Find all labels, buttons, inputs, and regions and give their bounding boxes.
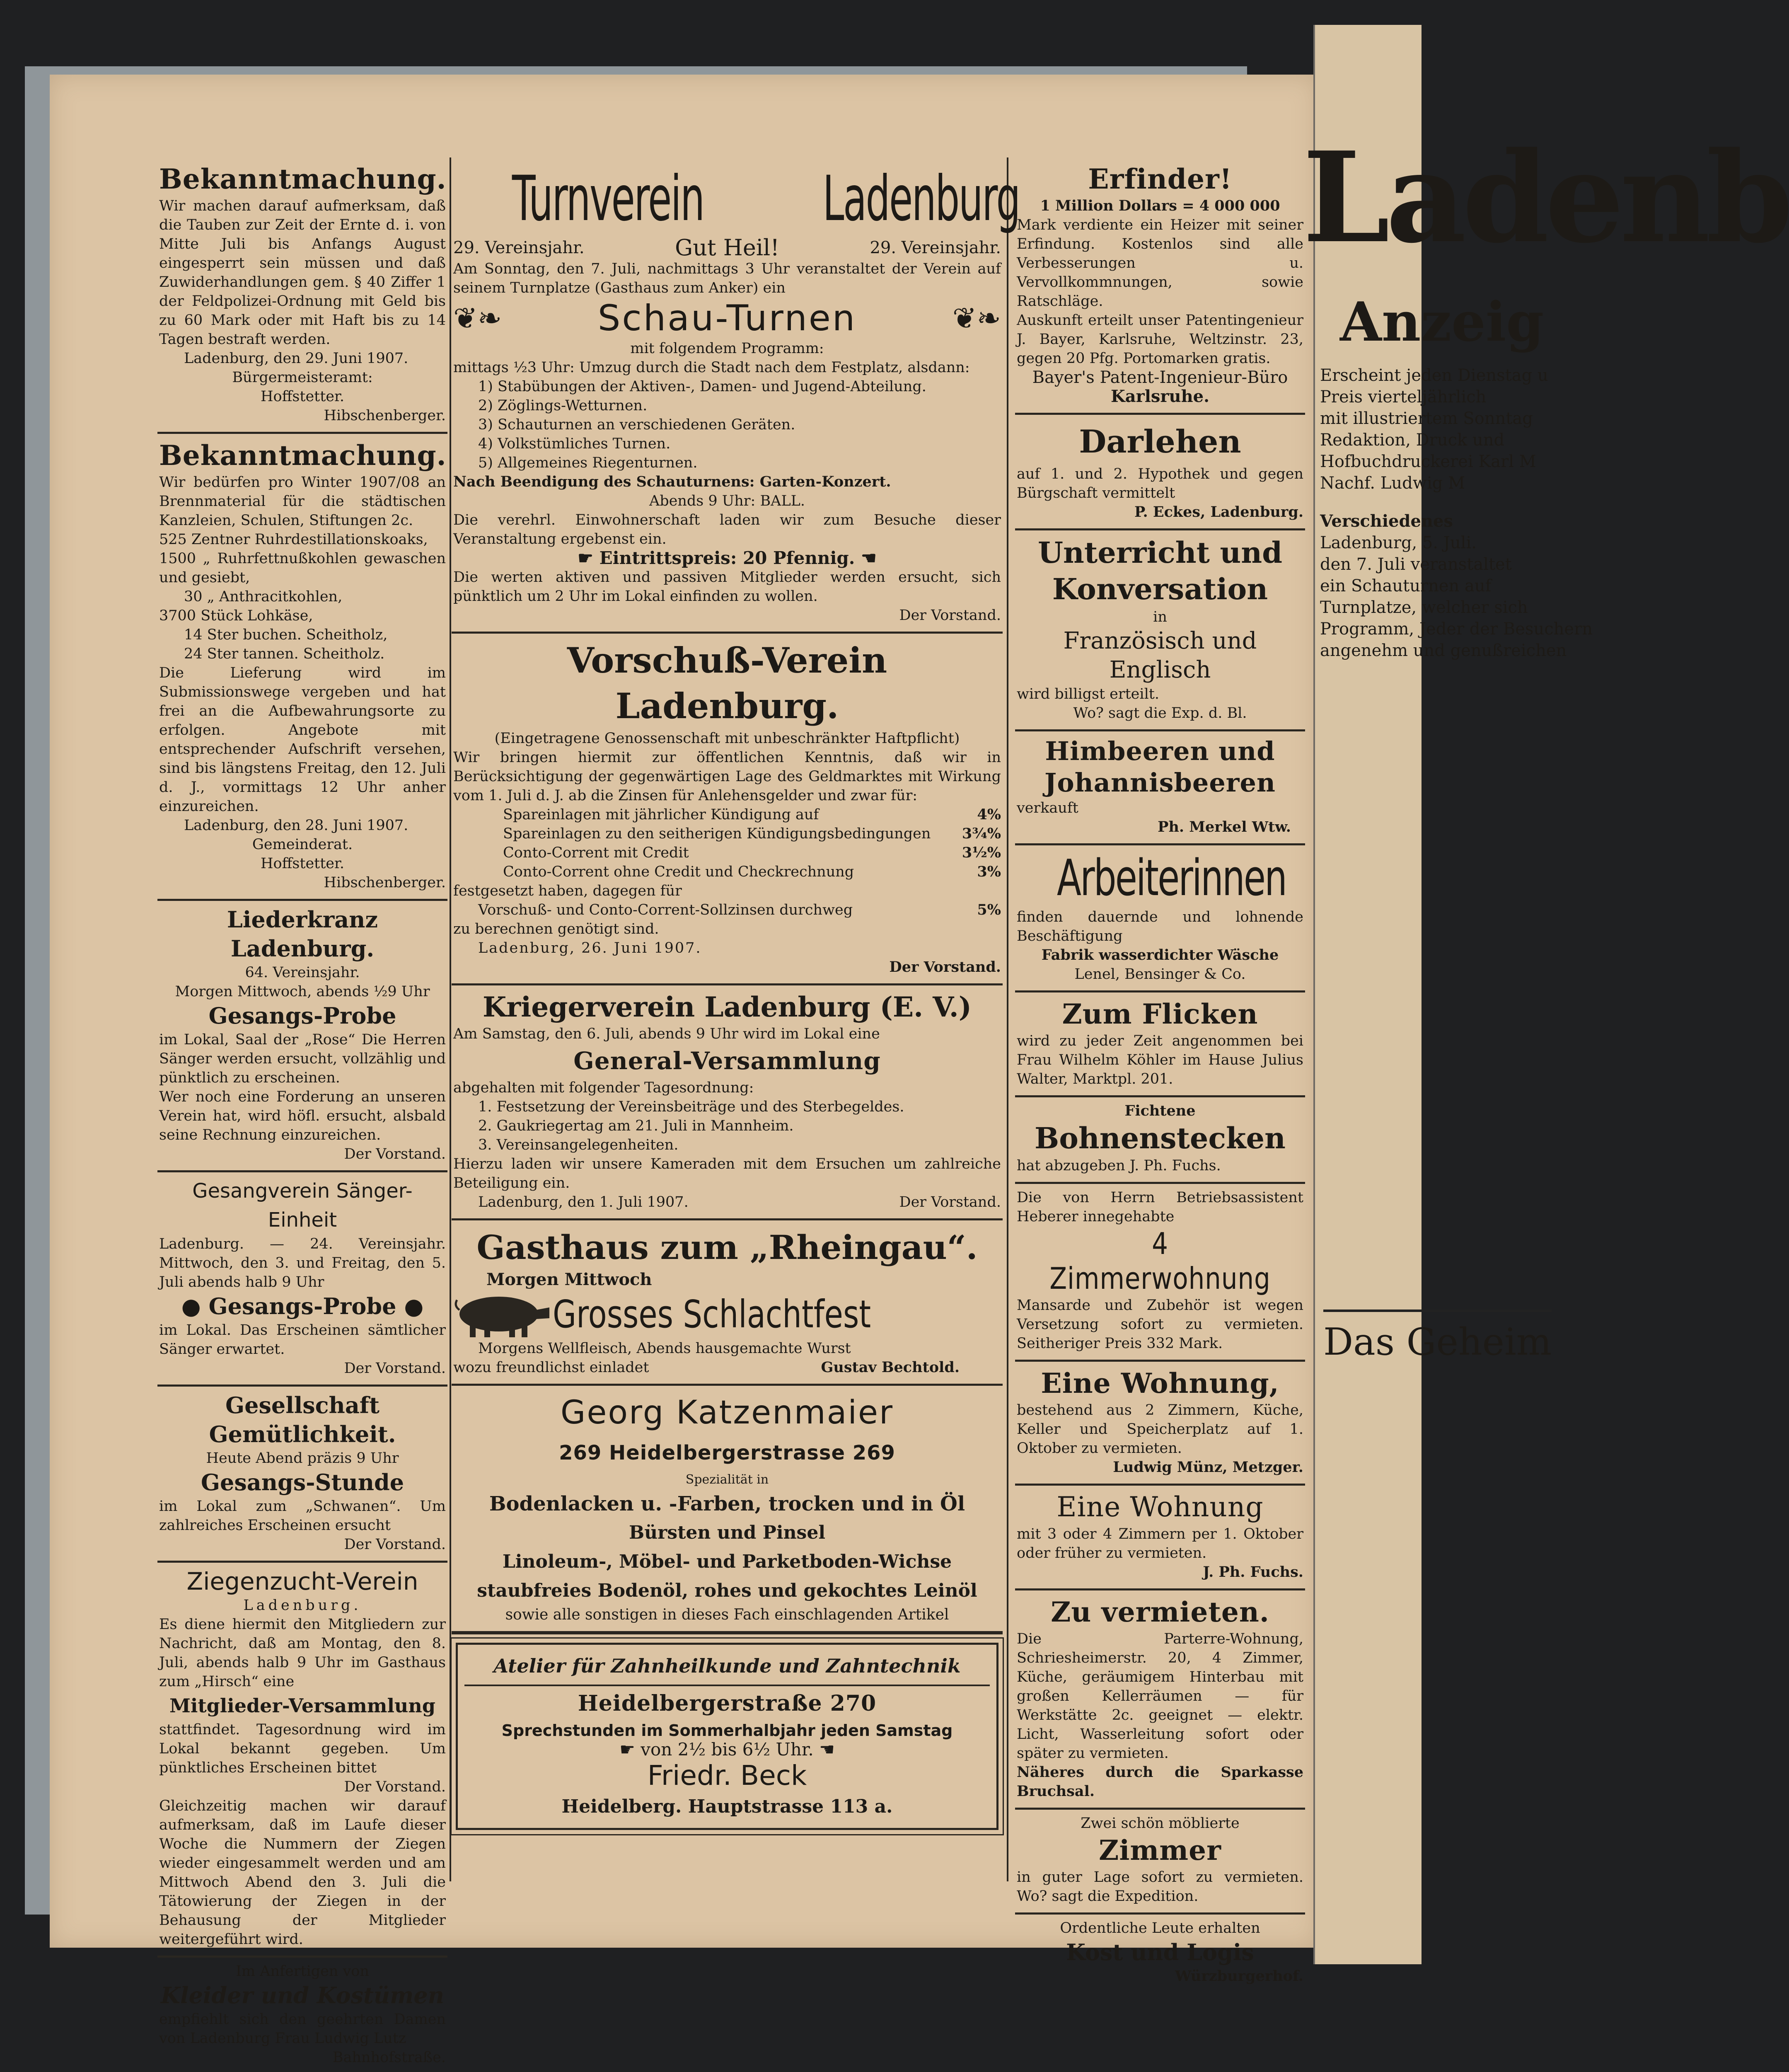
ad-line: Nach Beendigung des Schauturnens: Garten-Konzert. xyxy=(453,473,891,490)
ad-title: Ladenburg xyxy=(823,163,1020,235)
ad-name: Friedr. Beck xyxy=(647,1760,807,1791)
table-row xyxy=(453,900,1001,920)
ad-year: 29. Vereinsjahr. xyxy=(453,238,585,257)
ad-line: sowie alle sonstigen in dieses Fach einschlagenden Artikel xyxy=(505,1606,949,1623)
ad-subtitle: ● Gesangs-Probe ● xyxy=(181,1293,424,1319)
ad-line: Abends 9 Uhr: BALL. xyxy=(649,493,805,509)
rate-value: 5% xyxy=(977,901,1001,918)
price-label: Eintrittspreis: 20 Pfennig. xyxy=(599,548,855,568)
ad-subtitle: Mitglieder-Versammlung xyxy=(169,1694,435,1717)
ad-office: Gemeinderat. xyxy=(252,836,353,853)
column-rule xyxy=(450,157,451,1881)
ad-4zimmerwohnung xyxy=(1015,1184,1305,1362)
ad-himbeeren xyxy=(1015,731,1305,845)
ad-signature: Der Vorstand. xyxy=(344,1536,446,1553)
ad-line: ☛ von 2½ bis 6½ Uhr. ☚ xyxy=(619,1739,835,1760)
np-line: Verschiedenes xyxy=(1320,511,1453,531)
list-item: 3700 Stück Lohkäse, xyxy=(159,608,313,624)
ad-body: Die werten aktiven und passiven Mitglieder werden ersucht, sich pünktlich um 2 Uhr im Lokal einfinden zu wollen. xyxy=(453,569,1001,605)
ad-firm: Bayer's Patent-Ingenieur-Büro xyxy=(1032,368,1288,387)
turnverein-event xyxy=(453,298,1001,339)
ad-body: im Lokal. Das Erscheinen sämtlicher Sänger erwartet. xyxy=(159,1322,446,1358)
ad-body: Die verehrl. Einwohnerschaft laden wir zum Besuche dieser Veranstaltung ergebenst ein. xyxy=(453,512,1001,547)
ad-signature: J. Ph. Fuchs. xyxy=(1203,1564,1303,1581)
ad-line: Linoleum-, Möbel- und Parketboden-Wichse xyxy=(502,1551,952,1572)
ad-title: 4 Zimmerwohnung xyxy=(1049,1226,1271,1296)
ad-bohnenstecken xyxy=(1015,1097,1305,1184)
ad-languages: Französisch und Englisch xyxy=(1063,627,1257,683)
ornament-icon: ❦❧ xyxy=(952,301,1001,335)
ad-signature: Der Vorstand. xyxy=(889,959,1001,975)
ad-title: Gesangverein Sänger-Einheit xyxy=(192,1179,413,1232)
ad-body: Auskunft erteilt unser Patentingenieur J. Bayer, Karlsruhe, Weltzinstr. 23, gegen 20 Pfg. Portomarken gratis. xyxy=(1017,312,1303,367)
ad-kriegerverein xyxy=(452,985,1003,1220)
ad-subtitle: Gesangs-Stunde xyxy=(201,1469,404,1496)
np-line: Turnplatze, welcher sich xyxy=(1320,598,1528,617)
ad-title: Bekanntmachung. xyxy=(159,163,447,195)
ad-signature: Ph. Merkel Wtw. xyxy=(1158,818,1291,835)
ad-signature: Der Vorstand. xyxy=(344,1360,446,1377)
ad-title: Vorschuß-Verein Ladenburg. xyxy=(567,640,887,726)
ad-saenger-einheit xyxy=(157,1172,447,1387)
rate-value: 3% xyxy=(977,863,1001,880)
ad-line: Spezialität in xyxy=(685,1472,769,1487)
ad-kleider xyxy=(157,1958,447,2072)
ad-title: Bekanntmachung. xyxy=(159,439,447,472)
ad-title: Gesellschaft Gemütlichkeit. xyxy=(209,1392,396,1447)
ad-body: Morgens Wellfleisch, Abends hausgemachte Wurst xyxy=(478,1340,851,1357)
ad-body: Hierzu laden wir unsere Kameraden mit dem Ersuchen um zahlreiche Beteiligung ein. xyxy=(453,1156,1001,1191)
ad-signature: Der Vorstand. xyxy=(899,1194,1001,1210)
ad-arbeiterinnen xyxy=(1015,845,1305,992)
ad-body: Die Lieferung wird im Submissionswege vergeben und hat frei an die Aufbewahrungsorte zu erfolgen. Angebote mit entsprechender Aufschrift versehen, sind bis längstens Freitag, den 12. Juli d. J., vormittags 12 Uhr anher einzureichen. xyxy=(159,665,446,815)
list-item: 1. Festsetzung der Vereinsbeiträge und des Sterbegeldes. xyxy=(478,1099,904,1115)
ad-line: Heute Abend präzis 9 Uhr xyxy=(206,1450,399,1467)
ad-title: Gasthaus zum „Rheingau“. xyxy=(476,1228,978,1267)
ad-line: Bürsten und Pinsel xyxy=(629,1522,826,1543)
table-row xyxy=(453,805,1001,824)
next-page-subtitle: Anzeig xyxy=(1340,290,1544,353)
np-line: mit illustriertem Sonntag xyxy=(1320,409,1533,428)
ad-line: in xyxy=(1153,609,1167,625)
ad-line: Zwei schön möblierte xyxy=(1081,1815,1240,1832)
column-middle xyxy=(452,157,1020,1830)
np-line: Ladenburg, 5. Juli. xyxy=(1320,533,1477,552)
ad-line: Sprechstunden im Sommerhalbjahr jeden Samstag xyxy=(501,1721,953,1740)
column-rule xyxy=(1007,157,1008,1881)
ad-body: Mansarde und Zubehör ist wegen Versetzung sofort zu vermieten. Seitheriger Preis 332 Mark. xyxy=(1017,1297,1303,1352)
turnverein-header xyxy=(453,162,1020,236)
ad-subtitle: 1 Million Dollars = 4 000 000 xyxy=(1040,197,1280,214)
ad-body: Mark verdiente ein Heizer mit seiner Erfindung. Kostenlos sind alle Verbesserungen u. Vervollkommnungen, sowie Ratschläge. xyxy=(1017,217,1303,310)
list-item: 14 Ster buchen. Scheitholz, xyxy=(184,627,388,643)
ad-unterricht xyxy=(1015,530,1305,731)
ad-darlehen xyxy=(1015,415,1305,530)
ad-year: 64. Vereinsjahr. xyxy=(245,964,360,981)
hours-label: von 2½ bis 6½ Uhr. xyxy=(641,1739,814,1760)
list-item: 3. Vereinsangelegenheiten. xyxy=(478,1137,679,1153)
ad-title: Arbeiterinnen xyxy=(1056,850,1286,907)
list-item: 1500 „ Ruhrfettnußkohlen gewaschen und gesiebt, xyxy=(159,550,446,586)
ad-address: 269 Heidelbergerstrasse 269 xyxy=(559,1441,895,1464)
next-page-lines xyxy=(1320,365,1593,661)
ad-body: Die Parterre-Wohnung, Schriesheimerstr. 20, 4 Zimmer, Küche, geräumigem Hinterbau mit großen Kellerräumen — für Werkstätte 2c. geeignet — elektr. Licht, Wasserleitung sofort oder später zu vermieten. xyxy=(1017,1631,1303,1762)
ad-flicken xyxy=(1015,992,1305,1097)
rate-label: Vorschuß- und Conto-Corrent-Sollzinsen durchweg xyxy=(478,902,853,918)
ad-body: Es diene hiermit den Mitgliedern zur Nachricht, daß am Montag, den 8. Juli, abends halb 9 Uhr im Gasthaus zum „Hirsch“ eine xyxy=(159,1616,446,1690)
ad-line: mittags ½3 Uhr: Umzug durch die Stadt nach dem Festplatz, alsdann: xyxy=(453,359,970,376)
ad-title: Georg Katzenmaier xyxy=(560,1394,894,1431)
pig-icon xyxy=(453,1289,553,1339)
ad-body: hat abzugeben J. Ph. Fuchs. xyxy=(1017,1157,1221,1174)
list-item: 24 Ster tannen. Scheitholz. xyxy=(184,646,385,662)
ad-line: abgehalten mit folgender Tagesordnung: xyxy=(453,1080,754,1096)
np-line: Erscheint jeden Dienstag u xyxy=(1320,366,1548,385)
np-line: ein Schauturnen auf xyxy=(1320,576,1492,595)
ad-address: Heidelbergerstraße 270 xyxy=(578,1691,877,1716)
ad-line: Wo? sagt die Exp. d. Bl. xyxy=(1073,705,1247,721)
list-item: 5) Allgemeines Riegenturnen. xyxy=(478,455,698,471)
ad-body: wird billigst erteilt. xyxy=(1017,686,1159,702)
ad-line: staubfreies Bodenöl, rohes und gekochtes Leinöl xyxy=(477,1580,977,1601)
np-line: angenehm und genußreichen xyxy=(1320,641,1567,660)
ad-body: bestehend aus 2 Zimmern, Küche, Keller und Speicherplatz auf 1. Oktober zu vermieten. xyxy=(1017,1402,1303,1457)
ad-body: empfiehlt sich den geehrten Damen von Ladenburg Frau Ludwig Lutz xyxy=(159,2011,446,2047)
ad-title: Zum Flicken xyxy=(1062,998,1258,1030)
ad-signature: Der Vorstand. xyxy=(344,1146,446,1162)
list-item: 2) Zöglings-Wetturnen. xyxy=(478,397,648,414)
ad-line: festgesetzt haben, dagegen für xyxy=(453,883,682,899)
ad-line: wozu freundlichst einladet xyxy=(453,1359,649,1376)
ad-title: Zu vermieten. xyxy=(1051,1596,1269,1628)
turnverein-subheader xyxy=(453,236,1001,259)
ad-signature: P. Eckes, Ladenburg. xyxy=(1134,503,1303,520)
ad-signature: Gustav Bechtold. xyxy=(821,1359,960,1376)
ad-bekanntmachung-tauben xyxy=(157,157,447,434)
np-line: den 7. Juli veranstaltet xyxy=(1320,555,1512,574)
ad-title: Atelier für Zahnheilkunde und Zahntechnik xyxy=(464,1651,990,1686)
ad-place: Ladenburg. xyxy=(243,1597,362,1614)
list-item: 3) Schauturnen an verschiedenen Geräten. xyxy=(478,416,795,433)
ad-gemuetlichkeit xyxy=(157,1387,447,1563)
ad-office: Bürgermeisteramt: xyxy=(232,369,373,386)
ad-title: Unterricht und Konversation xyxy=(1037,535,1283,606)
list-item: 30 „ Anthracitkohlen, xyxy=(184,588,343,605)
ad-body: Am Sonntag, den 7. Juli, nachmittags 3 Uhr veranstaltet der Verein auf seinem Turnplatze (Gasthaus zum Anker) ein xyxy=(453,261,1001,296)
ad-line: Morgen Mittwoch, abends ½9 Uhr xyxy=(175,983,430,1000)
ad-title: Kleider und Kostümen xyxy=(161,1982,444,2009)
ad-year: 29. Vereinsjahr. xyxy=(870,238,1001,257)
ad-zahnheilkunde xyxy=(456,1643,998,1830)
ad-title: Zimmer xyxy=(1099,1834,1221,1866)
ad-signature: Hibschenberger. xyxy=(324,407,446,424)
ad-line: Morgen Mittwoch xyxy=(486,1270,652,1289)
ad-body: Wir machen darauf aufmerksam, daß die Tauben zur Zeit der Ernte d. i. von Mitte Juli bis Anfangs August eingesperrt sein müssen und daß Zuwiderhandlungen gem. § 40 Ziffer 1 der Feldpolizei-Ordnung mit Geld bis zu 60 Mark oder mit Haft bis zu 14 Tagen bestraft werden. xyxy=(159,198,446,348)
ad-line: Fichtene xyxy=(1124,1102,1196,1119)
ad-subtitle: Gesangs-Probe xyxy=(208,1002,396,1029)
next-page-strip xyxy=(1303,25,1789,1964)
ornament-icon: ❦❧ xyxy=(453,301,502,335)
ad-line: mit folgendem Programm: xyxy=(630,340,824,357)
rate-label: Spareinlagen zu den seitherigen Kündigungsbedingungen xyxy=(503,825,931,842)
probe-label: Gesangs-Probe xyxy=(208,1293,396,1319)
ad-body: Wir bedürfen pro Winter 1907/08 an Brennmaterial für die städtischen Kanzleien, Schulen, Stiftungen 2c. xyxy=(159,474,446,529)
ad-moeblierte-zimmer xyxy=(1015,1810,1305,1915)
ad-rheingau xyxy=(452,1220,1003,1386)
ad-body: mit 3 oder 4 Zimmern per 1. Oktober oder früher zu vermieten. xyxy=(1017,1526,1303,1561)
ad-signature: Würzburgerhof. xyxy=(1175,1968,1303,1985)
ad-body: Wer noch eine Forderung an unseren Verein hat, wird höfl. ersucht, alsbald seine Rechnung einzureichen. xyxy=(159,1089,446,1143)
ad-city: Karlsruhe. xyxy=(1110,387,1210,406)
ad-address: Heidelberg. Hauptstrasse 113 a. xyxy=(561,1796,893,1817)
ad-title: Turnverein xyxy=(512,163,704,235)
column-right xyxy=(1015,157,1305,1992)
ad-address: Bahnhofstraße. xyxy=(332,2049,446,2066)
rate-label: Conto-Corrent mit Credit xyxy=(503,845,689,861)
ad-title: Kriegerverein Ladenburg (E. V.) xyxy=(483,991,972,1023)
ad-signature: Ludwig Münz, Metzger. xyxy=(1113,1459,1303,1476)
ad-event: Grosses Schlachtfest xyxy=(553,1292,871,1336)
ad-firm: Lenel, Bensinger & Co. xyxy=(1074,966,1246,983)
rate-label: Conto-Corrent ohne Credit und Checkrechnung xyxy=(503,864,854,880)
ad-signature: Hoffstetter. xyxy=(260,855,345,872)
ad-zu-vermieten xyxy=(1015,1590,1305,1810)
np-line: Preis vierteljährlich xyxy=(1320,387,1487,407)
ad-body: in guter Lage sofort zu vermieten. Wo? sagt die Expedition. xyxy=(1017,1869,1303,1905)
ad-title: Eine Wohnung xyxy=(1056,1491,1264,1523)
ad-signature: Näheres durch die Sparkasse Bruchsal. xyxy=(1017,1764,1303,1800)
ad-body: im Lokal zum „Schwanen“. Um zahlreiches Erscheinen ersucht xyxy=(159,1498,446,1534)
ad-title: Ziegenzucht-Verein xyxy=(186,1567,418,1595)
ad-vorschussverein xyxy=(452,634,1003,985)
np-line: Redaktion, Druck und xyxy=(1320,431,1505,450)
ad-body: wird zu jeder Zeit angenommen bei Frau Wilhelm Köhler im Hause Julius Walter, Marktpl. 201. xyxy=(1017,1033,1303,1087)
ad-motto: Gut Heil! xyxy=(675,235,780,261)
ad-bekanntmachung-brennmaterial xyxy=(157,434,447,901)
rate-label: Spareinlagen mit jährlicher Kündigung auf xyxy=(503,806,819,823)
list-item: 1) Stabübungen der Aktiven-, Damen- und Jugend-Abteilung. xyxy=(478,378,926,395)
ad-title: Liederkranz Ladenburg. xyxy=(227,906,378,962)
ad-title: Darlehen xyxy=(1079,423,1241,460)
ad-line: Im Anfertigen von xyxy=(236,1963,369,1980)
ad-signature: Der Vorstand. xyxy=(344,1779,446,1795)
table-row xyxy=(453,843,1001,862)
ad-date: Ladenburg, den 1. Juli 1907. xyxy=(478,1194,689,1210)
ad-line: zu berechnen genötigt sind. xyxy=(453,921,659,937)
ad-signature: Hibschenberger. xyxy=(324,874,446,891)
ad-wohnung-muenz xyxy=(1015,1362,1305,1486)
ad-price: ☛ Eintrittspreis: 20 Pfennig. ☚ xyxy=(578,548,877,568)
ad-erfinder xyxy=(1015,157,1305,415)
ad-event: Schau-Turnen xyxy=(597,298,857,339)
ad-body: auf 1. und 2. Hypothek und gegen Bürgschaft vermittelt xyxy=(1017,466,1303,501)
ad-date: Ladenburg, den 28. Juni 1907. xyxy=(184,817,409,834)
list-item: 525 Zentner Ruhrdestillationskoaks, xyxy=(159,531,428,548)
table-row xyxy=(453,862,1001,881)
ad-footer xyxy=(453,1358,1001,1377)
ad-subtitle: (Eingetragene Genossenschaft mit unbeschränkter Haftpflicht) xyxy=(494,730,960,747)
ad-title: Eine Wohnung, xyxy=(1041,1367,1279,1399)
rate-value: 4% xyxy=(977,806,1001,823)
ad-signature: Hoffstetter. xyxy=(260,388,345,405)
ad-firm: Fabrik wasserdichter Wäsche xyxy=(1041,946,1279,963)
next-page-heading: Das Geheim xyxy=(1323,1310,1552,1364)
ad-date: Ladenburg, 26. Juni 1907. xyxy=(478,940,702,956)
ad-body: Die von Herrn Betriebsassistent Heberer innegehabte xyxy=(1017,1189,1303,1225)
np-line: Hofbuchdruckerei Karl M xyxy=(1320,452,1536,471)
column-left xyxy=(157,157,447,2072)
ad-event: General-Versammlung xyxy=(573,1047,881,1075)
ad-body: stattfindet. Tagesordnung wird im Lokal bekannt gegeben. Um pünktliches Erscheinen bittet xyxy=(159,1721,446,1776)
ad-body: Am Samstag, den 6. Juli, abends 9 Uhr wird im Lokal eine xyxy=(453,1026,880,1042)
ad-body: finden dauernde und lohnende Beschäftigung xyxy=(1017,909,1303,944)
list-item: 4) Volkstümliches Turnen. xyxy=(478,436,671,452)
ad-date: Ladenburg, den 29. Juni 1907. xyxy=(184,350,409,367)
ad-turnverein xyxy=(452,157,1020,634)
ad-body: im Lokal, Saal der „Rose“ Die Herren Sänger werden ersucht, vollzählig und pünktlich zu erscheinen. xyxy=(159,1031,446,1086)
np-line: Programm, Jeder der Besuchern xyxy=(1320,620,1593,639)
ad-footer xyxy=(453,1193,1001,1212)
ad-title: Himbeeren und Johannisbeeren xyxy=(1044,736,1276,798)
rheingau-event xyxy=(453,1289,1001,1339)
ad-liederkranz xyxy=(157,901,447,1172)
ad-body: Gleichzeitig machen wir darauf aufmerksam, daß im Laufe dieser Woche die Nummern der Ziegen wieder eingesammelt werden und am Mittwoch Abend den 3. Juli die Tätowierung der Ziegen in der Behausung der Mitglieder weitergeführt wird. xyxy=(159,1798,446,1948)
ad-title: Kost und Logis xyxy=(1066,1939,1254,1965)
table-row xyxy=(453,824,1001,843)
rate-value: 3½% xyxy=(962,844,1001,861)
ad-ziegenzucht xyxy=(157,1563,447,1958)
np-line: Nachf. Ludwig M xyxy=(1320,474,1465,493)
ad-body: verkauft xyxy=(1017,800,1078,816)
list-item: 2. Gaukriegertag am 21. Juli in Mannheim. xyxy=(478,1118,794,1134)
ad-kost-logis xyxy=(1015,1915,1305,1992)
ad-body: Wir bringen hiermit zur öffentlichen Kenntnis, daß wir in Berücksichtigung der gegenwärtigen Lage des Geldmarktes mit Wirkung vom 1. Juli d. J. ab die Zinsen für Anlehensgelder und zwar für: xyxy=(453,749,1001,804)
rate-value: 3¾% xyxy=(962,825,1001,842)
ad-katzenmaier xyxy=(452,1386,1003,1634)
next-page-title: Ladenb xyxy=(1303,124,1789,271)
ad-line: Ordentliche Leute erhalten xyxy=(1060,1920,1260,1936)
ad-title: Erfinder! xyxy=(1088,163,1232,195)
ad-title: Bohnenstecken xyxy=(1035,1121,1286,1155)
ad-signature: Der Vorstand. xyxy=(899,607,1001,624)
ad-wohnung-fuchs xyxy=(1015,1486,1305,1590)
ad-line: Bodenlacken u. -Farben, trocken und in Öl xyxy=(489,1492,965,1515)
ad-body: Ladenburg. — 24. Vereinsjahr. Mittwoch, den 3. und Freitag, den 5. Juli abends halb 9 Uhr xyxy=(159,1236,446,1290)
